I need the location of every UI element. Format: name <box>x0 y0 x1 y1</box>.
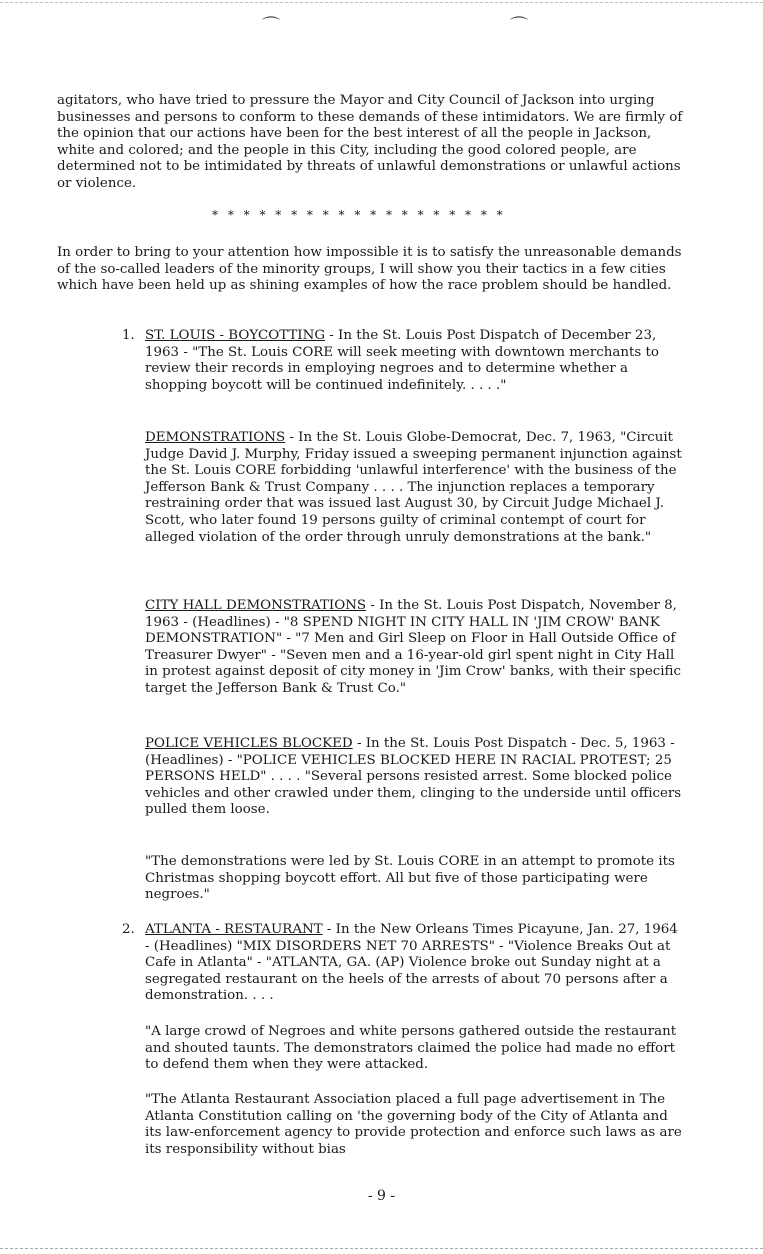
item-block-association <box>145 1092 685 1158</box>
section-separator: * * * * * * * * * * * * * * * * * * * <box>212 208 503 222</box>
top-edge-rule <box>0 2 763 3</box>
block-heading: POLICE VEHICLES BLOCKED <box>145 736 353 751</box>
page-number: - 9 - <box>367 1188 396 1204</box>
block-text: - In the St. Louis Globe-Democrat, Dec. 7, 1963, "Circuit Judge David J. Murphy, Friday issued a sweeping permanent injunction against the St. Louis CORE forbidding 'unlawful interference' with the business of the Jefferson Bank & Trust Company . . . . The injunction replaces a temporary restraining order that was issued last August 30, by Circuit Judge Michael J. Scott, who later found 19 persons guilty of criminal contempt of court for alleged violation of the order through unruly demonstrations at the bank." <box>145 430 682 545</box>
block-text: - In the New Orleans Times Picayune, Jan. 27, 1964 - (Headlines) "MIX DISORDERS NET 70 ARRESTS" - "Violence Breaks Out at Cafe in Atlanta" - "ATLANTA, GA. (AP) Violence broke out Sunday night at a segregated restaurant on the heels of the arrests of about 70 persons after a demonstration. . . . <box>145 922 678 1004</box>
intro-paragraph: agitators, who have tried to pressure the Mayor and City Council of Jackson into urging businesses and persons to conform to these demands of these intimidators. We are firmly of the opinion that our actions have been for the best interest of all the people in Jackson, white and colored; and the people in this City, including the good colored people, are determined not to be intimidated by threats of unlawful demonstrations or unlawful actions or violence. <box>57 93 683 191</box>
item-number: 2. <box>122 922 135 937</box>
punch-mark-left: ⌒ <box>262 16 280 37</box>
item-block-atlanta <box>145 922 685 1005</box>
block-text: "The demonstrations were led by St. Louis CORE in an attempt to promote its Christmas shopping boycott effort. All but five of those participating were negroes." <box>145 854 675 903</box>
block-heading: CITY HALL DEMONSTRATIONS <box>145 598 367 613</box>
punch-mark-right: ⌒ <box>510 16 528 37</box>
block-text: - In the St. Louis Post Dispatch, November 8, 1963 - (Headlines) - "8 SPEND NIGHT IN CITY HALL IN 'JIM CROW' BANK DEMONSTRATION" - "7 Men and Girl Sleep on Floor in Hall Outside Office of Treasurer Dwyer" - "Seven men and a 16-year-old girl spent night in City Hall in protest against deposit of city money in 'Jim Crow' banks, with their specific target the Jefferson Bank & Trust Co." <box>145 598 681 696</box>
block-heading: ST. LOUIS - BOYCOTTING <box>145 328 326 343</box>
item-block-quote <box>145 854 685 904</box>
block-text: - In the St. Louis Post Dispatch - Dec. 5, 1963 - (Headlines) - "POLICE VEHICLES BLOCKED HERE IN RACIAL PROTEST; 25 PERSONS HELD" . . . . "Several persons resisted arrest. Some blocked police vehicles and other crawled under them, clinging to the underside until officers pulled them loose. <box>145 736 682 818</box>
lead-paragraph: In order to bring to your attention how impossible it is to satisfy the unreasonable demands of the so-called leaders of the minority groups, I will show you their tactics in a few cities which have been held up as shining examples of how the race problem should be handled. <box>57 245 682 294</box>
block-text: "The Atlanta Restaurant Association placed a full page advertisement in The Atlanta Constitution calling on 'the governing body of the City of Atlanta and its law-enforcement agency to provide protection and enforce such laws as are its responsibility without bias <box>145 1092 682 1157</box>
item-block-demonstrations <box>145 430 685 546</box>
item-block-boycotting <box>145 328 685 394</box>
item-block-crowd <box>145 1024 685 1074</box>
block-text: "A large crowd of Negroes and white persons gathered outside the restaurant and shouted taunts. The demonstrators claimed the police had made no effort to defend them when they were attacked. <box>145 1024 677 1073</box>
item-block-city-hall <box>145 598 685 698</box>
bottom-edge-rule <box>0 1248 763 1249</box>
item-block-police-vehicles <box>145 736 685 819</box>
block-heading: DEMONSTRATIONS <box>145 430 286 445</box>
item-number: 1. <box>122 328 135 343</box>
block-text: - In the St. Louis Post Dispatch of December 23, 1963 - "The St. Louis CORE will seek meeting with downtown merchants to review their records in employing negroes and to determine whether a shopping boycott will be continued indefinitely. . . . ." <box>145 328 659 393</box>
block-heading: ATLANTA - RESTAURANT <box>145 922 323 937</box>
